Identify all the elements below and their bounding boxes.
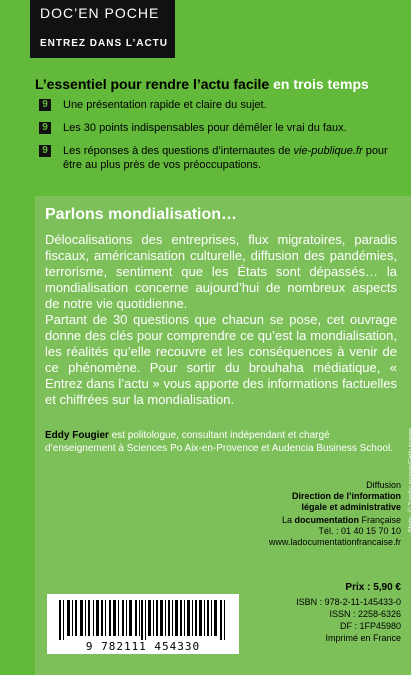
- description-panel: [35, 196, 411, 675]
- barcode: [47, 594, 239, 654]
- series-badge: [30, 0, 175, 58]
- issn: ISSN : 2258-6326: [329, 609, 401, 619]
- df-code: DF : 1FP45980: [339, 621, 401, 631]
- price: Prix : 5,90 €: [345, 582, 401, 593]
- bullet-icon: 9: [39, 145, 51, 157]
- series-name: DOC’EN POCHE: [40, 5, 160, 21]
- intro-point: [35, 144, 390, 172]
- identifiers: [251, 596, 401, 644]
- publisher-logo-bold: documentation: [294, 515, 359, 525]
- barcode-number: 9 782111 454330: [85, 640, 201, 653]
- intro-point: [35, 121, 390, 135]
- distribution-org-line1: Direction de l’information: [291, 491, 401, 501]
- bullet-icon: 9: [39, 99, 51, 111]
- author-bio: [45, 429, 397, 455]
- photo-credit: Photo : © Tongho images/Getty images: [408, 428, 414, 533]
- intro-title-highlight: en trois temps: [273, 76, 369, 92]
- barcode-bars-icon: [59, 600, 227, 640]
- panel-title: Parlons mondialisation…: [45, 206, 238, 223]
- intro-title-main: L’essentiel pour rendre l’actu facile: [35, 76, 274, 92]
- intro-title: [35, 76, 390, 92]
- series-tagline: ENTREZ DANS L’ACTU: [40, 38, 168, 49]
- intro-point-prefix: Les réponses à des questions d’internautes de: [63, 145, 294, 157]
- printed-in: Imprimé en France: [325, 633, 401, 643]
- intro-section: [35, 76, 390, 181]
- intro-point-suffix: pour être au plus près de vos préoccupations.: [63, 145, 388, 171]
- intro-point-text: Une présentation rapide et claire du sujet.: [63, 99, 267, 111]
- author-description: est politologue, consultant indépendant et chargé d’enseignement à Sciences Po Aix-en-Provence et Audencia Business School.: [45, 430, 393, 454]
- publisher-website: www.ladocumentationfrancaise.fr: [268, 537, 401, 547]
- intro-point-link: vie-publique.fr: [293, 145, 363, 157]
- panel-body: [45, 232, 397, 408]
- isbn: ISBN : 978-2-11-145433-0: [296, 597, 401, 607]
- distribution-info: [221, 480, 401, 548]
- panel-paragraph: Partant de 30 questions que chacun se pose, cet ouvrage donne des clés pour comprendre ce qu’est la mondialisation, les réalités qu’elle recouvre et les conséquences à venir de ce phénomène. Pour sortir du brouhaha médiatique, « Entrez dans l’actu » vous apporte des informations factuelles et chiffrées sur la mondialisation.: [45, 312, 397, 407]
- panel-paragraph: Délocalisations des entreprises, flux migratoires, paradis fiscaux, américanisation culturelle, diffusion des pandémies, terrorisme, sentiment que les États sont dépassés… la mondialisation concerne aujourd’hui de nombreux aspects de notre vie quotidienne.: [45, 232, 397, 311]
- author-name: Eddy Fougier: [45, 430, 109, 441]
- distribution-org-line2: légale et administrative: [301, 502, 401, 512]
- publisher-logo-prefix: La: [281, 515, 295, 525]
- intro-point: [35, 98, 390, 112]
- distribution-label: Diffusion: [366, 480, 401, 490]
- intro-point-text: Les 30 points indispensables pour démêler le vrai du faux.: [63, 122, 347, 134]
- publisher-logo: [221, 515, 401, 526]
- bullet-icon: 9: [39, 122, 51, 134]
- publisher-phone: Tél. : 01 40 15 70 10: [318, 526, 401, 536]
- publisher-logo-suffix: Française: [358, 515, 401, 525]
